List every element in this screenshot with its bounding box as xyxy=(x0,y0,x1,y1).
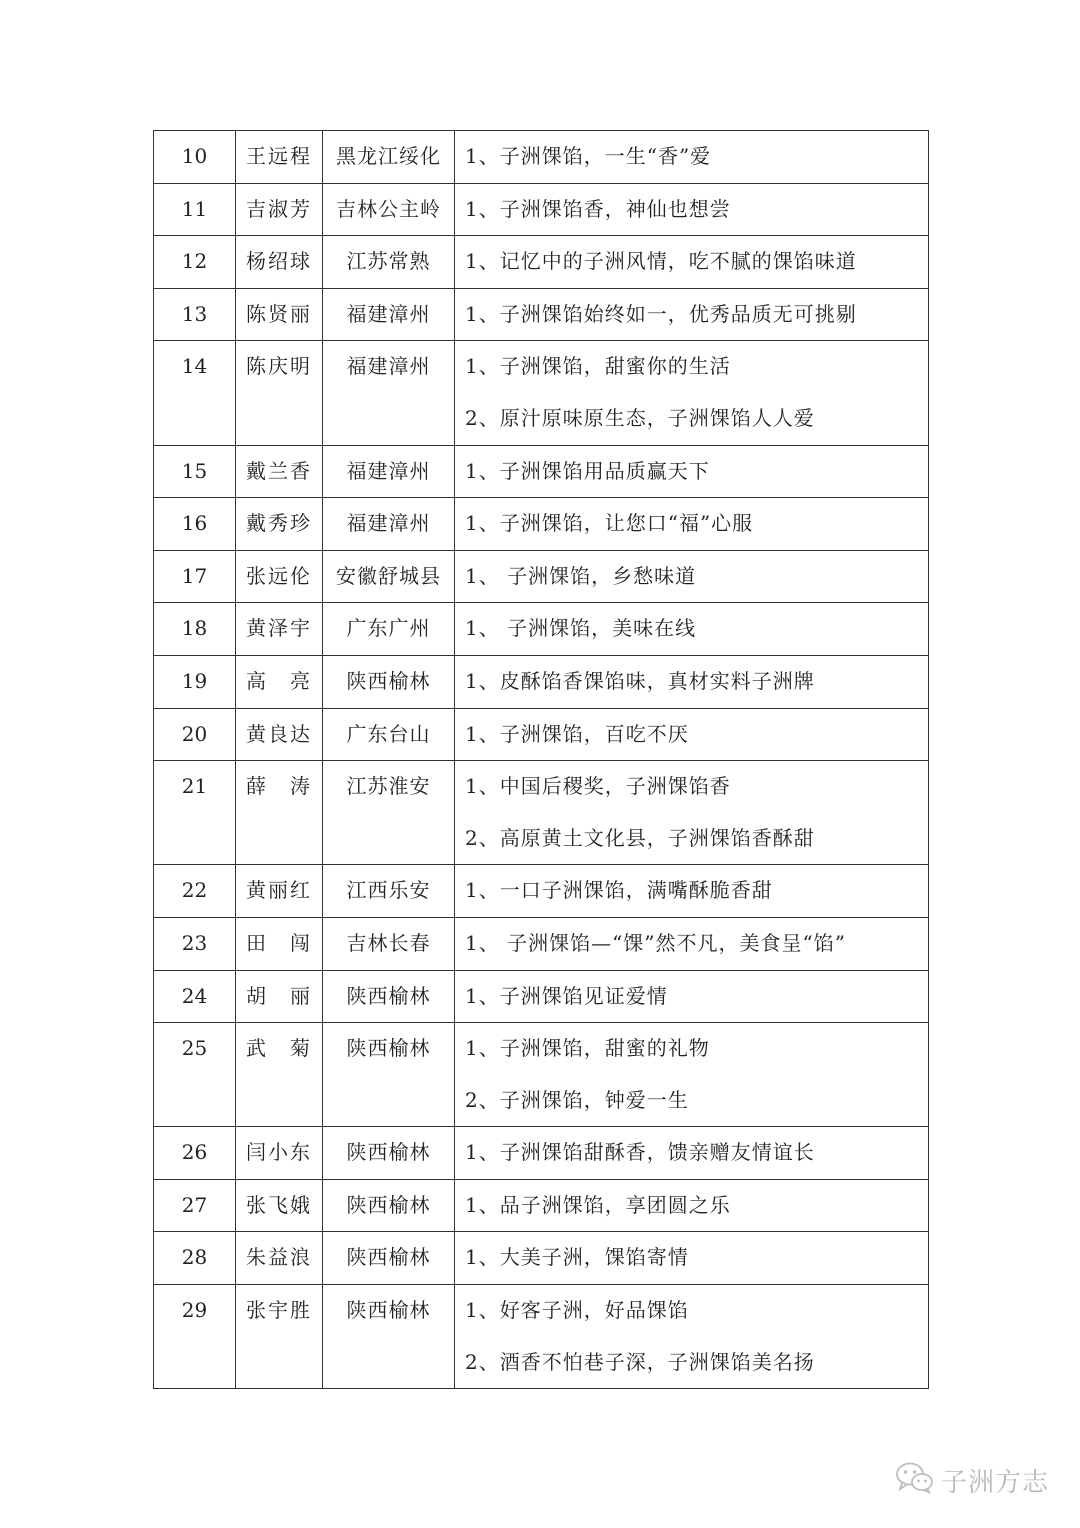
entry-place: 陕西榆林 xyxy=(323,1285,455,1389)
entry-number: 29 xyxy=(154,1285,236,1389)
entry-number: 10 xyxy=(154,131,236,184)
entry-name: 陈贤丽 xyxy=(236,288,323,341)
entry-slogans xyxy=(455,445,929,498)
entry-place: 广东广州 xyxy=(323,603,455,656)
entry-name: 黄泽宇 xyxy=(236,603,323,656)
entry-name: 张宇胜 xyxy=(236,1285,323,1389)
entries-table xyxy=(153,130,929,1389)
slogan-line: 1、子洲馃馅，让您口“福”心服 xyxy=(465,511,754,536)
entry-place: 江西乐安 xyxy=(323,865,455,918)
table-row xyxy=(154,1127,929,1180)
entry-slogans xyxy=(455,1285,929,1389)
entry-place: 陕西榆林 xyxy=(323,1232,455,1285)
entry-slogans xyxy=(455,865,929,918)
entry-name: 黄良达 xyxy=(236,708,323,761)
entry-slogans xyxy=(455,761,929,865)
entry-place: 福建漳州 xyxy=(323,445,455,498)
entry-name: 张远伦 xyxy=(236,550,323,603)
slogan-line: 1、记忆中的子洲风情，吃不腻的馃馅味道 xyxy=(465,249,857,274)
entry-slogans xyxy=(455,236,929,289)
entry-slogans xyxy=(455,1179,929,1232)
slogan-line: 1、子洲馃馅甜酥香，馈亲赠友情谊长 xyxy=(465,1140,815,1165)
entry-name: 闫小东 xyxy=(236,1127,323,1180)
table-row xyxy=(154,236,929,289)
entry-number: 22 xyxy=(154,865,236,918)
entry-number: 20 xyxy=(154,708,236,761)
entry-number: 16 xyxy=(154,498,236,551)
table-row xyxy=(154,917,929,970)
slogan-line: 1、 子洲馃馅，乡愁味道 xyxy=(465,563,697,588)
entry-place: 江苏常熟 xyxy=(323,236,455,289)
entry-place: 陕西榆林 xyxy=(323,970,455,1023)
entry-number: 24 xyxy=(154,970,236,1023)
table-row xyxy=(154,183,929,236)
slogan-line: 1、子洲馃馅始终如一，优秀品质无可挑剔 xyxy=(465,301,857,326)
entry-place: 黑龙江绥化 xyxy=(323,131,455,184)
slogan-line: 1、品子洲馃馅，享团圆之乐 xyxy=(465,1192,731,1217)
entry-place: 陕西榆林 xyxy=(323,1127,455,1180)
watermark-text: 子洲方志 xyxy=(941,1467,1050,1498)
entry-place: 陕西榆林 xyxy=(323,1179,455,1232)
slogan-line: 1、子洲馃馅，一生“香”爱 xyxy=(465,144,712,168)
slogan-line: 1、子洲馃馅用品质赢天下 xyxy=(465,458,710,483)
entry-number: 28 xyxy=(154,1232,236,1285)
entry-place: 陕西榆林 xyxy=(323,655,455,708)
entry-place: 福建漳州 xyxy=(323,341,455,445)
entry-place: 广东台山 xyxy=(323,708,455,761)
slogan-line: 1、子洲馃馅见证爱情 xyxy=(465,983,668,1008)
table-body xyxy=(154,131,929,1389)
slogan-line: 2、酒香不怕巷子深，子洲馃馅美名扬 xyxy=(465,1349,815,1374)
entry-slogans xyxy=(455,655,929,708)
entry-slogans xyxy=(455,498,929,551)
slogan-line: 1、中国后稷奖，子洲馃馅香 xyxy=(465,774,731,799)
entry-number: 18 xyxy=(154,603,236,656)
table-row xyxy=(154,865,929,918)
entry-number: 15 xyxy=(154,445,236,498)
entry-place: 吉林公主岭 xyxy=(323,183,455,236)
entry-number: 21 xyxy=(154,761,236,865)
entry-number: 26 xyxy=(154,1127,236,1180)
entry-slogans xyxy=(455,288,929,341)
entry-number: 27 xyxy=(154,1179,236,1232)
entry-name: 朱益浪 xyxy=(236,1232,323,1285)
slogan-line: 2、子洲馃馅，钟爱一生 xyxy=(465,1087,689,1112)
entry-number: 17 xyxy=(154,550,236,603)
entry-number: 11 xyxy=(154,183,236,236)
entry-name: 田 闯 xyxy=(236,917,323,970)
entry-name: 高 亮 xyxy=(236,655,323,708)
entry-name: 黄丽红 xyxy=(236,865,323,918)
slogan-line: 1、子洲馃馅，甜蜜的礼物 xyxy=(465,1036,710,1061)
entry-slogans xyxy=(455,603,929,656)
table-row xyxy=(154,341,929,445)
slogan-line: 1、大美子洲，馃馅寄情 xyxy=(465,1245,689,1270)
slogan-line: 1、 子洲馃馅，美味在线 xyxy=(465,616,697,641)
entry-place: 江苏淮安 xyxy=(323,761,455,865)
wechat-icon xyxy=(895,1461,935,1499)
table-row xyxy=(154,1023,929,1127)
table-row xyxy=(154,288,929,341)
entry-slogans xyxy=(455,1023,929,1127)
entry-place: 福建漳州 xyxy=(323,498,455,551)
entry-slogans xyxy=(455,970,929,1023)
entry-name: 胡 丽 xyxy=(236,970,323,1023)
entry-number: 13 xyxy=(154,288,236,341)
table-row xyxy=(154,131,929,184)
entry-name: 陈庆明 xyxy=(236,341,323,445)
entry-place: 陕西榆林 xyxy=(323,1023,455,1127)
entry-name: 戴秀珍 xyxy=(236,498,323,551)
entry-slogans xyxy=(455,131,929,184)
entry-slogans xyxy=(455,550,929,603)
entry-name: 武 菊 xyxy=(236,1023,323,1127)
slogan-line: 1、好客子洲，好品馃馅 xyxy=(465,1298,689,1323)
slogan-line: 1、子洲馃馅香，神仙也想尝 xyxy=(465,196,731,221)
table-row xyxy=(154,1232,929,1285)
table-row xyxy=(154,655,929,708)
entry-name: 杨绍球 xyxy=(236,236,323,289)
table-row xyxy=(154,498,929,551)
entry-place: 福建漳州 xyxy=(323,288,455,341)
entry-name: 戴兰香 xyxy=(236,445,323,498)
entry-place: 吉林长春 xyxy=(323,917,455,970)
table-row xyxy=(154,603,929,656)
slogan-line: 2、高原黄土文化县，子洲馃馅香酥甜 xyxy=(465,825,815,850)
entry-name: 王远程 xyxy=(236,131,323,184)
entry-slogans xyxy=(455,708,929,761)
entry-slogans xyxy=(455,183,929,236)
slogan-line: 1、一口子洲馃馅，满嘴酥脆香甜 xyxy=(465,878,773,903)
entry-number: 12 xyxy=(154,236,236,289)
table-row xyxy=(154,550,929,603)
entry-number: 23 xyxy=(154,917,236,970)
entry-slogans xyxy=(455,1127,929,1180)
table-row xyxy=(154,445,929,498)
watermark xyxy=(895,1458,1049,1502)
table-row xyxy=(154,761,929,865)
entry-name: 吉淑芳 xyxy=(236,183,323,236)
table-row xyxy=(154,708,929,761)
entry-slogans xyxy=(455,1232,929,1285)
table-row xyxy=(154,970,929,1023)
slogan-line: 2、原汁原味原生态，子洲馃馅人人爱 xyxy=(465,405,815,430)
entry-slogans xyxy=(455,341,929,445)
entry-number: 25 xyxy=(154,1023,236,1127)
entry-name: 张飞娥 xyxy=(236,1179,323,1232)
entry-name: 薛 涛 xyxy=(236,761,323,865)
slogan-line: 1、 子洲馃馅—“馃”然不凡，美食呈“馅” xyxy=(465,930,846,955)
slogan-line: 1、皮酥馅香馃馅味，真材实料子洲牌 xyxy=(465,668,815,693)
table-row xyxy=(154,1179,929,1232)
entry-number: 19 xyxy=(154,655,236,708)
entry-place: 安徽舒城县 xyxy=(323,550,455,603)
slogan-line: 1、子洲馃馅，百吃不厌 xyxy=(465,721,689,746)
table-row xyxy=(154,1285,929,1389)
entry-number: 14 xyxy=(154,341,236,445)
entry-slogans xyxy=(455,917,929,970)
slogan-line: 1、子洲馃馅，甜蜜你的生活 xyxy=(465,354,731,379)
